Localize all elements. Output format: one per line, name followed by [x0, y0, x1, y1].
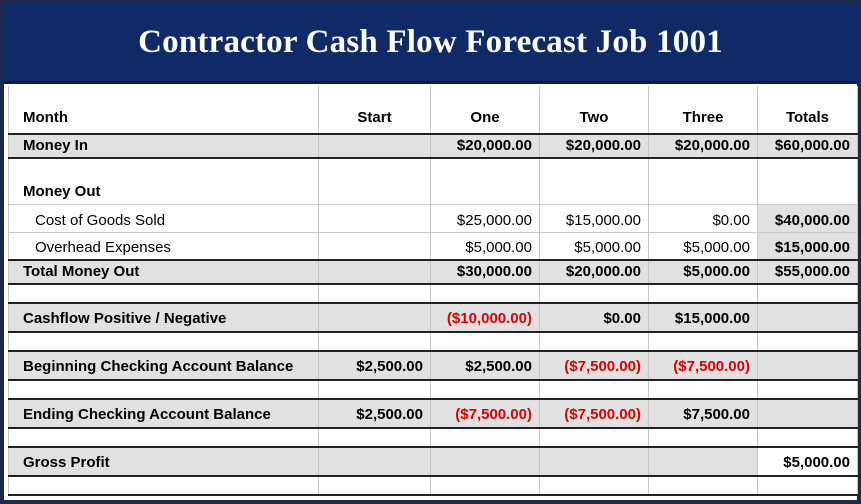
- cell-three: $15,000.00: [649, 303, 758, 332]
- cell-start: $2,500.00: [319, 351, 431, 380]
- cell-totals: [758, 303, 858, 332]
- cell-two: $20,000.00: [540, 134, 649, 158]
- cell-two: [540, 447, 649, 476]
- cell-totals: $5,000.00: [758, 447, 858, 476]
- cell-start: [319, 303, 431, 332]
- header-three: Three: [649, 86, 758, 134]
- cell-one: $20,000.00: [431, 134, 540, 158]
- cell-one: $25,000.00: [431, 204, 540, 232]
- cell-empty: [540, 158, 649, 204]
- header-one: One: [431, 86, 540, 134]
- cell-totals: [758, 351, 858, 380]
- cell-start: [319, 260, 431, 284]
- cell-three: $0.00: [649, 204, 758, 232]
- cell-start: [319, 204, 431, 232]
- spacer-row: [9, 476, 858, 495]
- header-start: Start: [319, 86, 431, 134]
- cell-totals: [758, 399, 858, 428]
- spacer-row: [9, 380, 858, 399]
- cell-two: $5,000.00: [540, 232, 649, 260]
- header-two: Two: [540, 86, 649, 134]
- cell-start: [319, 447, 431, 476]
- page-title: Contractor Cash Flow Forecast Job 1001: [138, 24, 723, 60]
- row-label: Money Out: [9, 158, 319, 204]
- cell-totals: $55,000.00: [758, 260, 858, 284]
- row-label: Gross Profit: [9, 447, 319, 476]
- cell-start: $2,500.00: [319, 399, 431, 428]
- header-month: Month: [9, 86, 319, 134]
- spacer-row: [9, 284, 858, 303]
- row-ending-balance: [9, 399, 858, 428]
- cell-two: $0.00: [540, 303, 649, 332]
- row-label: Beginning Checking Account Balance: [9, 351, 319, 380]
- row-total-money-out: [9, 260, 858, 284]
- cell-totals: $60,000.00: [758, 134, 858, 158]
- cell-one: $5,000.00: [431, 232, 540, 260]
- row-money-out-heading: [9, 158, 858, 204]
- title-banner: [4, 4, 857, 84]
- row-label: Cashflow Positive / Negative: [9, 303, 319, 332]
- spacer-row: [9, 332, 858, 351]
- header-row: [9, 86, 858, 134]
- cell-one: ($7,500.00): [431, 399, 540, 428]
- cell-start: [319, 134, 431, 158]
- header-totals: Totals: [758, 86, 858, 134]
- row-overhead: [9, 232, 858, 260]
- row-label: Total Money Out: [9, 260, 319, 284]
- cell-two: ($7,500.00): [540, 399, 649, 428]
- cell-empty: [319, 158, 431, 204]
- cell-empty: [649, 158, 758, 204]
- cell-three: [649, 447, 758, 476]
- cell-three: $7,500.00: [649, 399, 758, 428]
- row-gross-profit: [9, 447, 858, 476]
- cell-one: [431, 447, 540, 476]
- cell-three: $5,000.00: [649, 232, 758, 260]
- cell-one: $30,000.00: [431, 260, 540, 284]
- cell-totals: $40,000.00: [758, 204, 858, 232]
- cell-three: $20,000.00: [649, 134, 758, 158]
- cell-start: [319, 232, 431, 260]
- row-money-in: [9, 134, 858, 158]
- row-beginning-balance: [9, 351, 858, 380]
- cell-totals: $15,000.00: [758, 232, 858, 260]
- cash-flow-table: [8, 86, 858, 496]
- row-label: Money In: [9, 134, 319, 158]
- cell-three: ($7,500.00): [649, 351, 758, 380]
- row-cogs: [9, 204, 858, 232]
- spacer-row: [9, 428, 858, 447]
- cell-empty: [758, 158, 858, 204]
- cell-one: $2,500.00: [431, 351, 540, 380]
- row-label: Cost of Goods Sold: [9, 204, 319, 232]
- cell-one: ($10,000.00): [431, 303, 540, 332]
- row-label: Overhead Expenses: [9, 232, 319, 260]
- cell-empty: [431, 158, 540, 204]
- row-label: Ending Checking Account Balance: [9, 399, 319, 428]
- cell-two: ($7,500.00): [540, 351, 649, 380]
- row-cashflow: [9, 303, 858, 332]
- cell-three: $5,000.00: [649, 260, 758, 284]
- cell-two: $20,000.00: [540, 260, 649, 284]
- cell-two: $15,000.00: [540, 204, 649, 232]
